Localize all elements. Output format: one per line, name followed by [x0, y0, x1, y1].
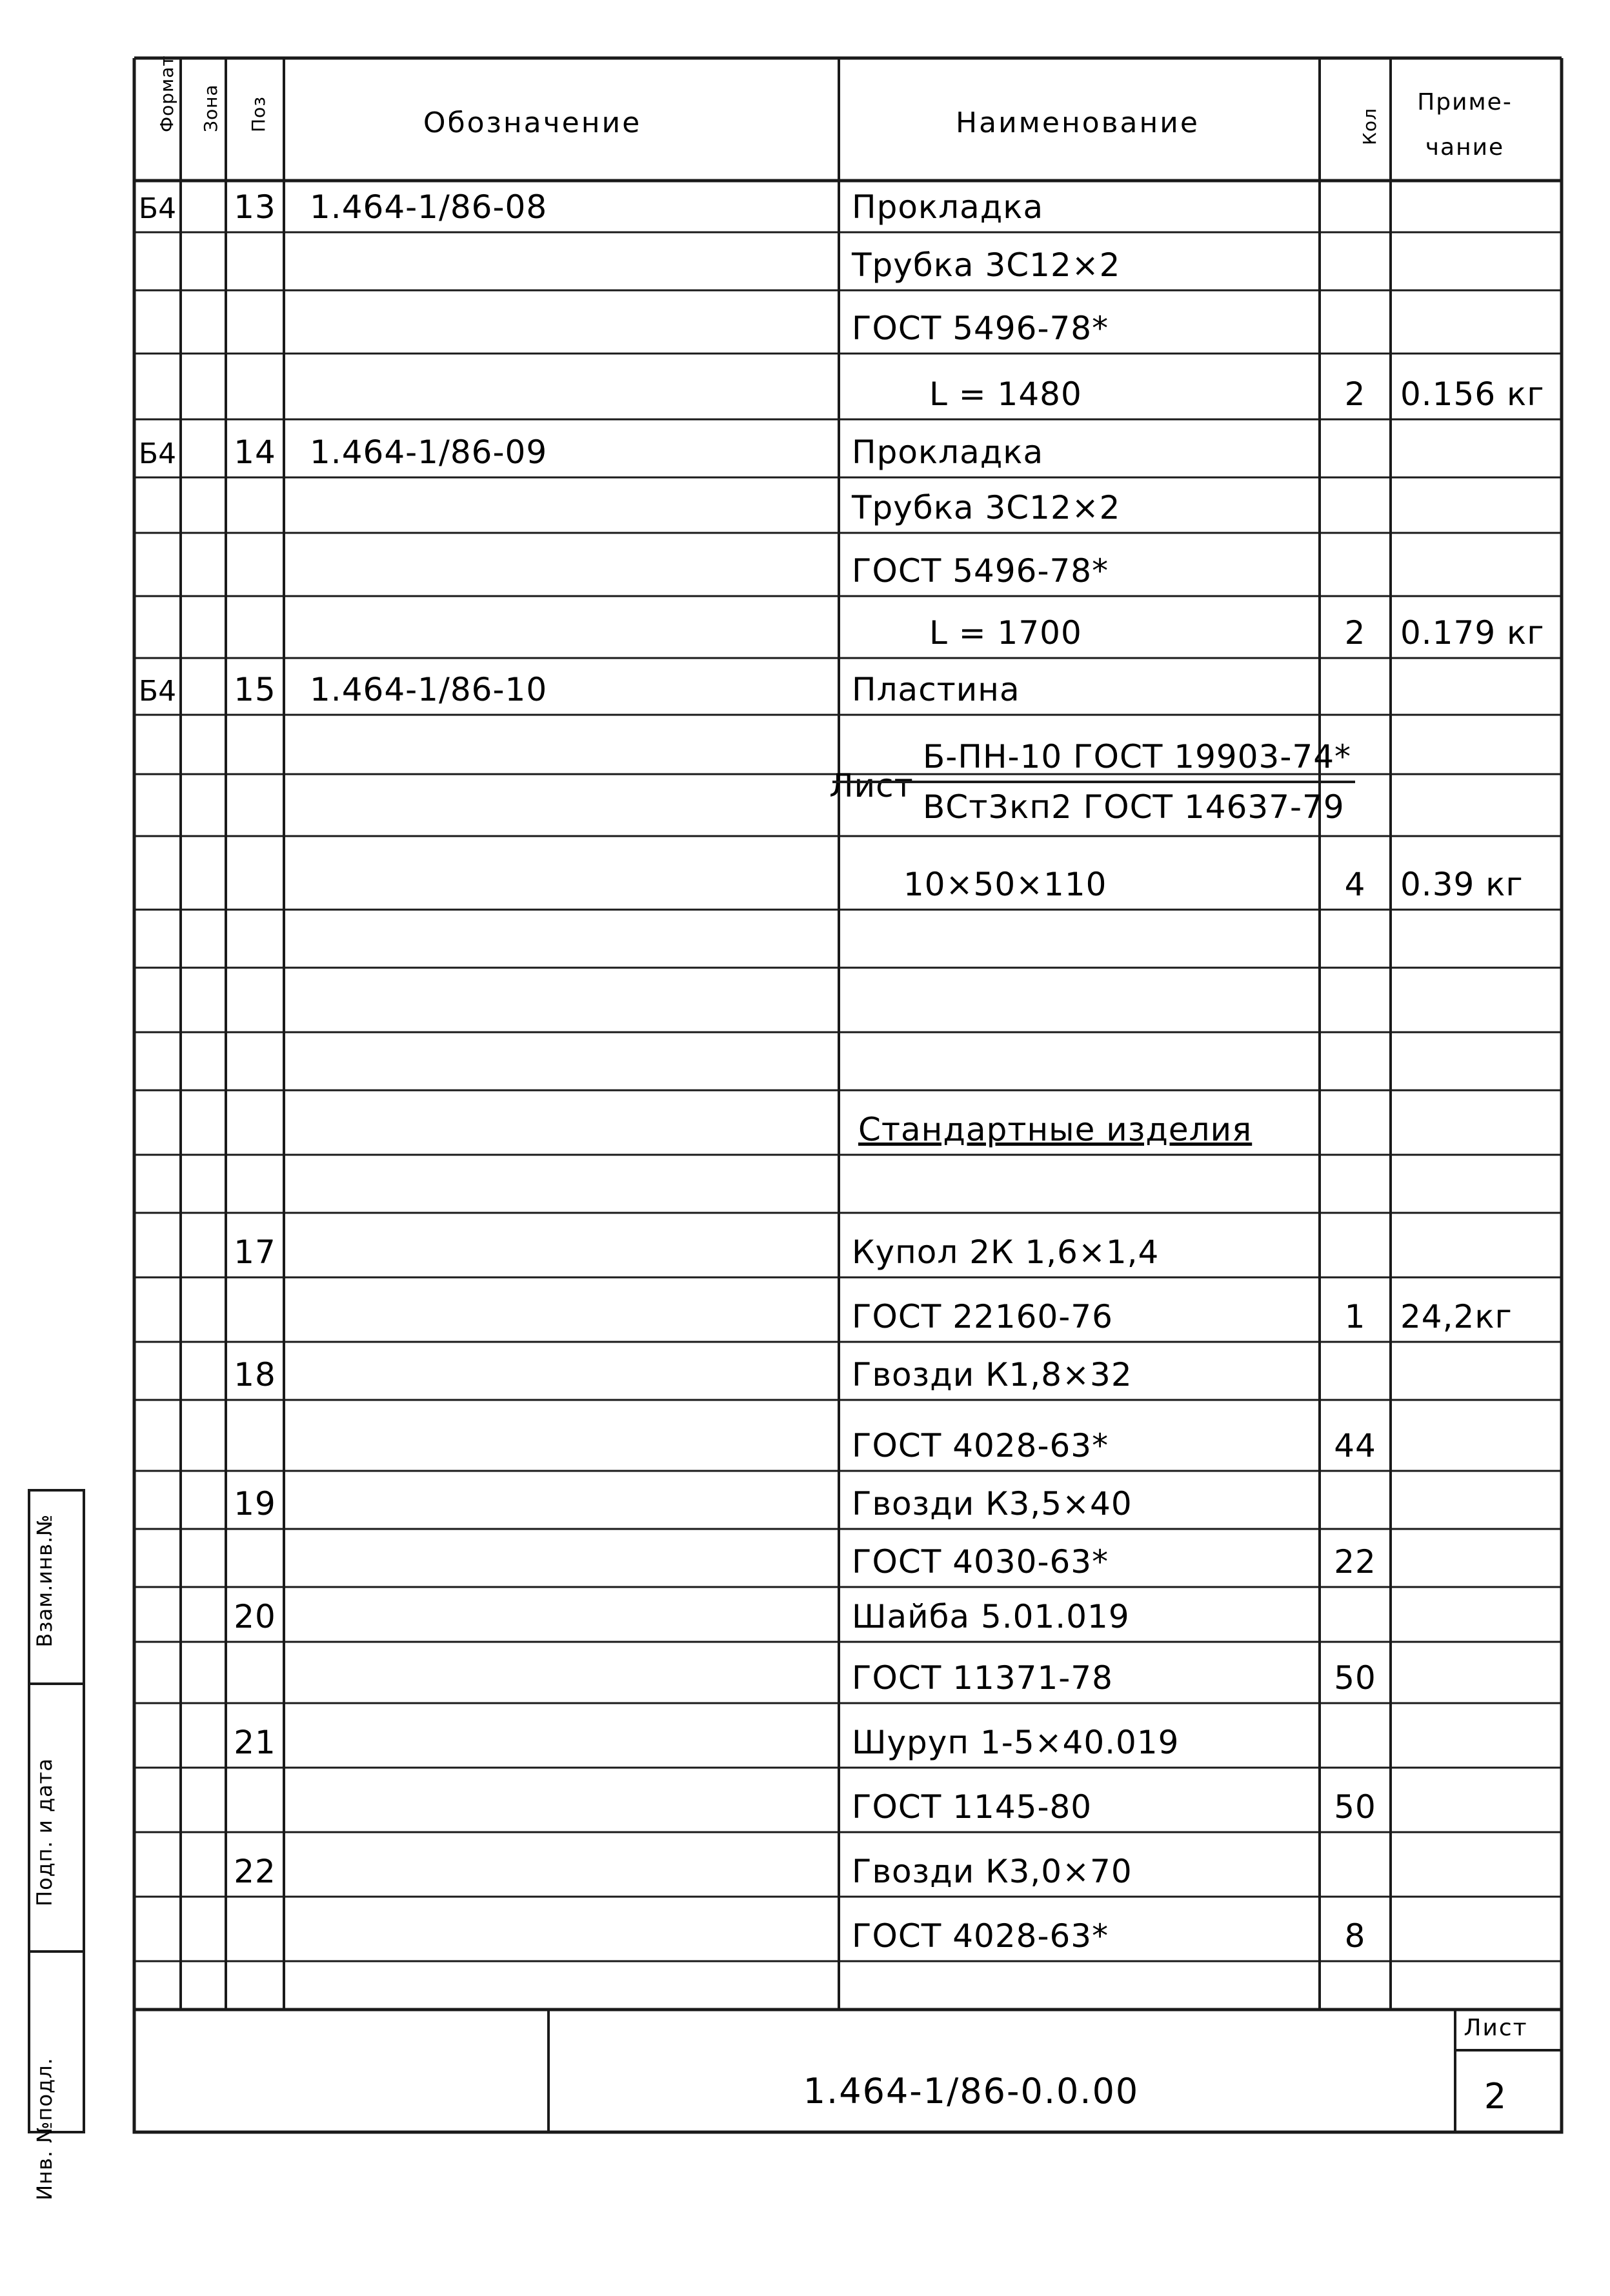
cell-name: ГОСТ 1145-80: [852, 1788, 1092, 1826]
cell-designation: 1.464-1/86-09: [310, 434, 548, 471]
cell-pos: 20: [234, 1598, 276, 1635]
table-row: [234, 1485, 1132, 1522]
section-title: Стандартные изделия: [858, 1111, 1253, 1148]
sheet-number: 2: [1484, 2076, 1508, 2117]
cell-name: ГОСТ 22160-76: [852, 1298, 1113, 1335]
table-row: [234, 1356, 1132, 1393]
cell-note: 24,2кг: [1400, 1298, 1513, 1335]
table-row: [139, 188, 1043, 226]
cell-name: 10×50×110: [903, 866, 1107, 903]
cell-name: Прокладка: [852, 434, 1044, 471]
side-approval-strip: [32, 1514, 57, 2201]
table-row: [851, 246, 1121, 284]
cell-name: Прокладка: [852, 188, 1044, 226]
table-row: [234, 1233, 1159, 1271]
cell-qty: 2: [1344, 375, 1366, 413]
cell-designation: 1.464-1/86-08: [310, 188, 548, 226]
table-row: [852, 1543, 1376, 1581]
table-row: [852, 310, 1109, 347]
side-sign-date: Подп. и дата: [32, 1758, 57, 1906]
cell-pos: 21: [234, 1724, 276, 1761]
table-row: [903, 866, 1524, 903]
table-row: [234, 1724, 1179, 1761]
table-row: [852, 1427, 1376, 1464]
table-row: [929, 614, 1545, 652]
header-note-line2: чание: [1425, 134, 1505, 161]
table-row: [852, 552, 1109, 590]
cell-format: Б4: [138, 437, 177, 470]
cell-format: Б4: [138, 192, 177, 225]
side-replaces: Взам.инв.№: [32, 1513, 57, 1648]
table-row: [852, 1917, 1365, 1955]
cell-name: ГОСТ 4028-63*: [852, 1427, 1109, 1464]
cell-name: Трубка 3С12×2: [852, 246, 1121, 284]
cell-name: Трубка 3С12×2: [852, 489, 1121, 526]
cell-qty: 50: [1334, 1788, 1376, 1826]
cell-name: Гвозди К3,5×40: [852, 1485, 1132, 1522]
cell-note: 0.156 кг: [1400, 375, 1545, 413]
cell-note: 0.39 кг: [1400, 866, 1524, 903]
cell-qty: 2: [1344, 614, 1366, 652]
cell-name: Гвозди К3,0×70: [852, 1853, 1132, 1890]
sheet-label: Лист: [1464, 2015, 1528, 2041]
cell-pos: 17: [234, 1233, 276, 1271]
cell-name: Купол 2К 1,6×1,4: [852, 1233, 1160, 1271]
cell-name: ГОСТ 4030-63*: [852, 1543, 1109, 1581]
cell-qty: 8: [1344, 1917, 1366, 1955]
table-row: [852, 1788, 1376, 1826]
table-body: [139, 188, 1545, 1955]
title-block: [803, 2015, 1528, 2117]
table-row: [852, 1659, 1376, 1697]
cell-name: ГОСТ 4028-63*: [852, 1917, 1109, 1955]
header-note-line1: Приме-: [1417, 89, 1513, 115]
fraction-denominator: ВСт3кп2 ГОСТ 14637-79: [923, 788, 1345, 826]
cell-name: L = 1480: [929, 375, 1082, 413]
cell-pos: 13: [234, 188, 276, 226]
cell-pos: 22: [234, 1853, 276, 1890]
cell-qty: 4: [1344, 866, 1366, 903]
cell-name: ГОСТ 5496-78*: [852, 552, 1109, 590]
table-row: [139, 434, 1043, 471]
cell-note: 0.179 кг: [1400, 614, 1545, 652]
cell-designation: 1.464-1/86-10: [310, 671, 548, 708]
cell-pos: 15: [234, 671, 276, 708]
cell-name: ГОСТ 11371-78: [852, 1659, 1113, 1697]
cell-name: Шуруп 1-5×40.019: [852, 1724, 1180, 1761]
cell-name: ГОСТ 5496-78*: [852, 310, 1109, 347]
material-fraction: [829, 738, 1355, 826]
table-row: [852, 1298, 1513, 1335]
fraction-numerator: Б-ПН-10 ГОСТ 19903-74*: [923, 738, 1352, 775]
cell-name: Пластина: [852, 671, 1020, 708]
table-row: [929, 375, 1545, 413]
fraction-prefix: Лист: [829, 767, 914, 804]
header-name: Наименование: [956, 106, 1200, 139]
cell-name: Шайба 5.01.019: [852, 1598, 1130, 1635]
header-format: Формат: [156, 55, 177, 132]
table-header: [156, 55, 1513, 161]
cell-pos: 19: [234, 1485, 276, 1522]
side-inv-orig: Инв. №подл.: [32, 2057, 57, 2201]
cell-qty: 50: [1334, 1659, 1376, 1697]
header-qty: Кол: [1359, 108, 1380, 145]
table-row: [139, 671, 1020, 708]
header-designation: Обозначение: [423, 106, 642, 139]
cell-pos: 14: [234, 434, 276, 471]
table-row: [234, 1853, 1132, 1890]
header-zone: Зона: [200, 84, 221, 132]
cell-qty: 1: [1344, 1298, 1366, 1335]
cell-qty: 44: [1334, 1427, 1376, 1464]
document-code: 1.464-1/86-0.0.00: [803, 2071, 1140, 2111]
cell-qty: 22: [1334, 1543, 1376, 1581]
cell-format: Б4: [138, 675, 177, 708]
table-grid: [29, 58, 1562, 2132]
table-row: [234, 1598, 1129, 1635]
cell-pos: 18: [234, 1356, 276, 1393]
cell-name: Гвозди К1,8×32: [852, 1356, 1132, 1393]
table-row: [858, 1111, 1252, 1148]
table-row: [851, 489, 1121, 526]
header-pos: Поз: [248, 95, 269, 132]
cell-name: L = 1700: [929, 614, 1082, 652]
